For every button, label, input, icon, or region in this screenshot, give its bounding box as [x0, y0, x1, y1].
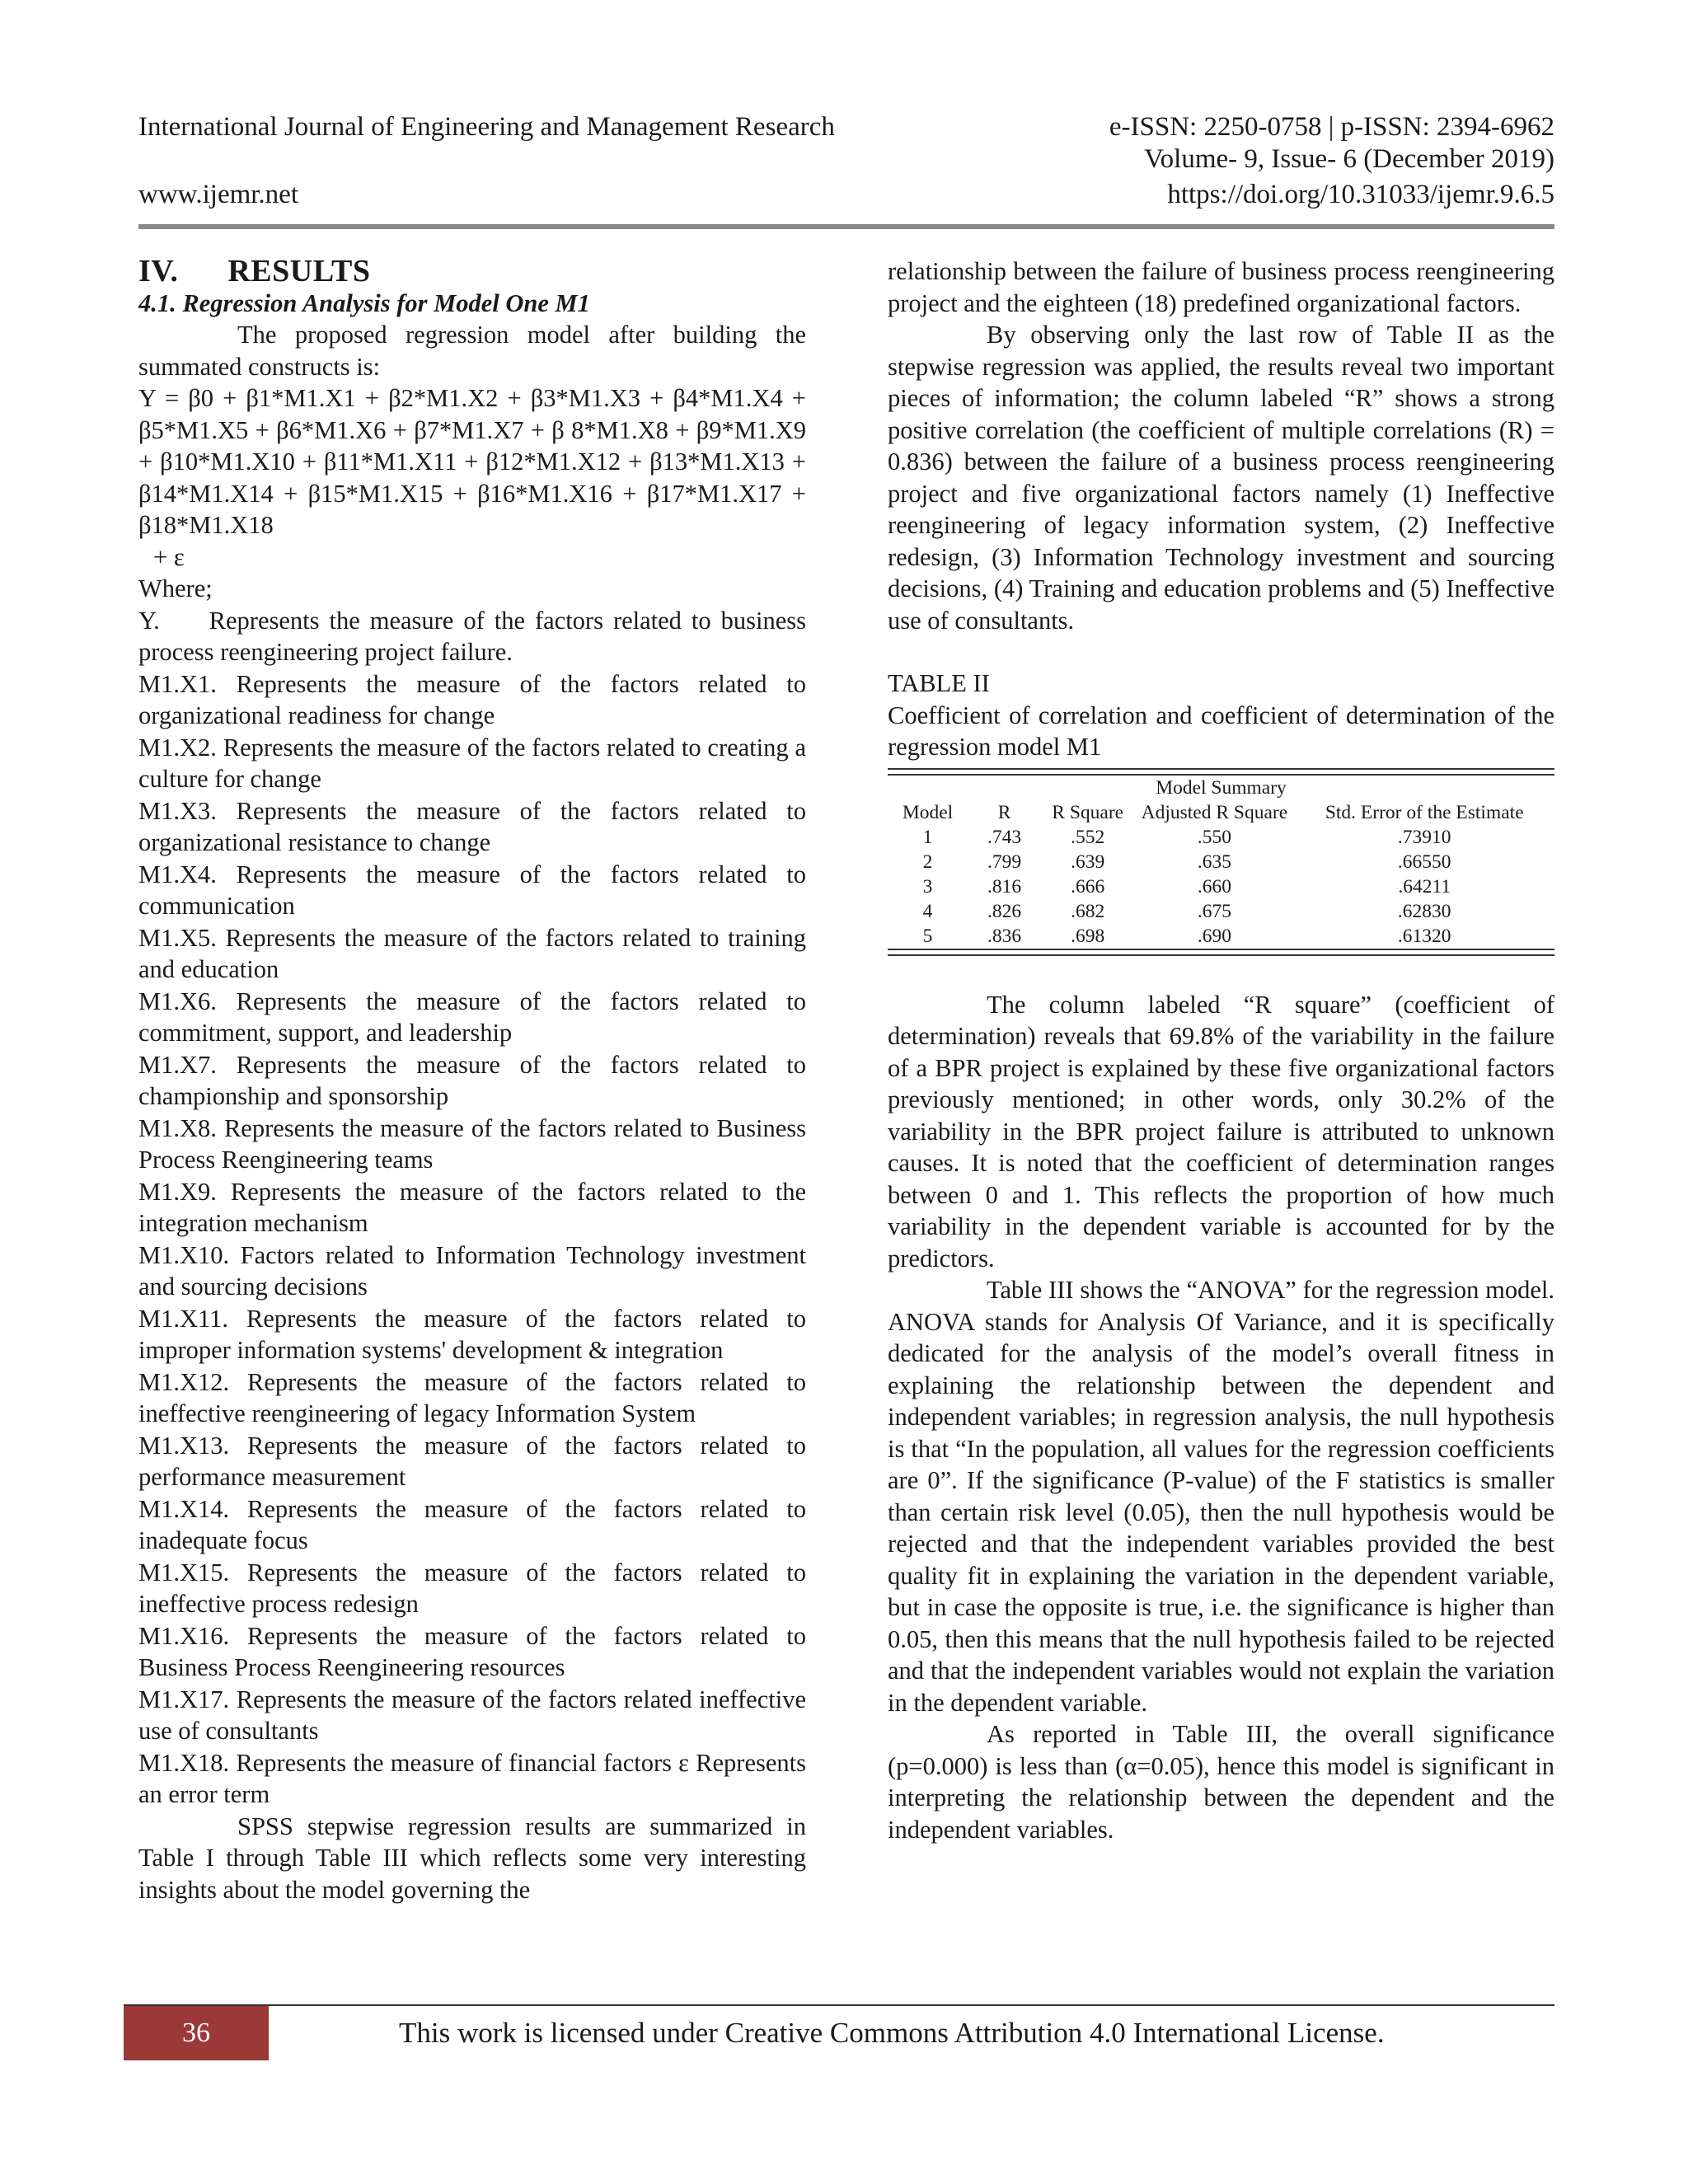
- left-column: [138, 254, 813, 1905]
- table-cell: .698: [1071, 925, 1105, 947]
- variable-definition: M1.X3. Represents the measure of the factors related to organizational resistance to change: [138, 796, 806, 856]
- paragraph-r-square: The column labeled “R square” (coefficient of determination) reveals that 69.8% of the variability in the failure of a BPR project is explained by these five organizational factors previously mentioned; in other words, only 30.2% of the variability in the BPR project failure is attributed to unknown causes. It is noted that the coefficient of determination ranges between 0 and 1. This reflects the proportion of how much variability in the dependent variable is accounted for by the predictors.: [888, 990, 1554, 1272]
- table-cell: .836: [987, 925, 1022, 947]
- table-cell: .826: [987, 900, 1022, 922]
- variable-definition: Y. Represents the measure of the factors related to business process reengineering project failure.: [138, 606, 813, 666]
- header-std-error: Std. Error of the Estimate: [1325, 801, 1524, 823]
- subsection-title: 4.1. Regression Analysis for Model One M1: [138, 288, 590, 317]
- journal-name: International Journal of Engineering and Management Research: [138, 112, 835, 142]
- table-row: [888, 825, 1554, 850]
- table-cell: .552: [1071, 826, 1105, 848]
- variable-definition: M1.X16. Represents the measure of the factors related to Business Process Reengineering resources: [138, 1621, 806, 1681]
- table-cell: 4: [922, 900, 933, 922]
- table-cell: .635: [1197, 851, 1231, 873]
- table-row: [888, 899, 1554, 924]
- table-cell: 1: [922, 826, 933, 848]
- table-cell: .799: [987, 851, 1022, 873]
- table-body: [888, 800, 1554, 949]
- table-cell: 3: [922, 875, 933, 898]
- table-bottom-rule: [888, 949, 1554, 956]
- variable-definition: M1.X9. Represents the measure of the factors related to the integration mechanism: [138, 1177, 806, 1237]
- intro-paragraph: The proposed regression model after building the summated constructs is:: [138, 321, 806, 381]
- section-title: IV. RESULTS: [138, 254, 371, 288]
- paragraph-anova: Table III shows the “ANOVA” for the regression model. ANOVA stands for Analysis Of Variance, and it is specifically dedicated for the analysis of the model’s overall fitness in explaining the relationship between the dependent and independent variables; in regression analysis, the null hypothesis is that “In the population, all values for the regression coefficients are 0”. If the significance (P-value) of the F statistics is smaller than certain risk level (0.05), then the null hypothesis would be rejected and that the independent variables provided the best quality fit in explaining the variation in the dependent variable, but in case the opposite is true, i.e. the significance is higher than 0.05, then this means that the null hypothesis failed to be rejected and that the independent variables would not explain the variation in the dependent variable.: [888, 1276, 1554, 1717]
- variable-definition: M1.X6. Represents the measure of the factors related to commitment, support, and leadership: [138, 987, 806, 1047]
- variable-definition: M1.X7. Represents the measure of the factors related to championship and sponsorship: [138, 1050, 806, 1110]
- regression-equation: Y = β0 + β1*M1.X1 + β2*M1.X2 + β3*M1.X3 + β4*M1.X4 + β5*M1.X5 + β6*M1.X6 + β7*M1.X7 + β 8*M1.X8 + β9*M1.X9 + β10*M1.X10 + β11*M1.X11 + β12*M1.X12 + β13*M1.X13 + β14*M1.X14 + β15*M1.X15 + β16*M1.X16 + β17*M1.X17 + β18*M1.X18: [138, 384, 806, 539]
- variable-definition: M1.X17. Represents the measure of the factors related ineffective use of consultants: [138, 1685, 806, 1745]
- variable-definition: M1.X2. Represents the measure of the factors related to creating a culture for change: [138, 733, 806, 793]
- license-text: This work is licensed under Creative Commons Attribution 4.0 International License.: [399, 2017, 1385, 2049]
- header-model: Model: [902, 801, 954, 823]
- table-cell: .816: [987, 875, 1022, 898]
- table-row: [888, 874, 1554, 899]
- header-adjusted-r-square: Adjusted R Square: [1141, 801, 1288, 823]
- table-cell: .62830: [1397, 900, 1451, 922]
- variable-definition: M1.X11. Represents the measure of the factors related to improper information systems' development & integration: [138, 1304, 806, 1364]
- variable-definition: M1.X1. Represents the measure of the factors related to organizational readiness for change: [138, 669, 806, 729]
- variable-definitions: [138, 605, 813, 1811]
- table-title: Model Summary: [1156, 776, 1287, 799]
- table-cell: .639: [1071, 851, 1105, 873]
- variable-definition: M1.X10. Factors related to Information Technology investment and sourcing decisions: [138, 1240, 806, 1301]
- table-cell: .61320: [1397, 925, 1451, 947]
- paragraph-table-ii-interpretation: By observing only the last row of Table II as the stepwise regression was applied, the results reveal two important pieces of information; the column labeled “R” shows a strong positive correlation (the coefficient of multiple correlations (R) = 0.836) between the failure of a business process reengineering project and five organizational factors namely (1) Ineffective reengineering of legacy information system, (2) Ineffective redesign, (3) Information Technology investment and sourcing decisions, (4) Training and education problems and (5) Ineffective use of consultants.: [888, 321, 1554, 635]
- table-top-rule: [888, 768, 1554, 776]
- volume-issue: Volume- 9, Issue- 6 (December 2019): [1144, 144, 1554, 174]
- error-term: + ε: [153, 542, 185, 571]
- table-rows: [888, 825, 1554, 949]
- right-column: [888, 255, 1554, 1845]
- table-cell: .66550: [1397, 851, 1451, 873]
- variable-definition: M1.X18. Represents the measure of financial factors ε Represents an error term: [138, 1748, 806, 1808]
- header-r: R: [997, 801, 1011, 823]
- table-cell: .675: [1197, 900, 1231, 922]
- table-row: [888, 924, 1554, 949]
- header-r-square: R Square: [1052, 801, 1124, 823]
- paragraph-continued: relationship between the failure of business process reengineering project and the eighteen (18) predefined organizational factors.: [888, 257, 1554, 317]
- table-cell: 2: [922, 851, 933, 873]
- footer-divider: [124, 2004, 1554, 2006]
- page-number: 36: [124, 2006, 269, 2060]
- model-summary-table: [888, 768, 1554, 956]
- table-cell: .743: [987, 826, 1022, 848]
- doi-link[interactable]: https://doi.org/10.31033/ijemr.9.6.5: [1167, 180, 1554, 209]
- variable-definition: M1.X4. Represents the measure of the factors related to communication: [138, 860, 806, 920]
- table-cell: .666: [1071, 875, 1105, 898]
- table-header-row: [888, 800, 1554, 825]
- where-label: Where;: [138, 574, 213, 602]
- table-cell: .690: [1197, 925, 1231, 947]
- variable-definition: M1.X15. Represents the measure of the factors related to ineffective process redesign: [138, 1558, 806, 1618]
- table-cell: 5: [922, 925, 933, 947]
- variable-definition: M1.X14. Represents the measure of the factors related to inadequate focus: [138, 1494, 806, 1554]
- variable-definition: M1.X5. Represents the measure of the factors related to training and education: [138, 923, 806, 983]
- variable-definition: M1.X13. Represents the measure of the factors related to performance measurement: [138, 1431, 806, 1491]
- table-cell: .660: [1197, 875, 1231, 898]
- header-divider: [138, 224, 1554, 229]
- website-link[interactable]: www.ijemr.net: [138, 180, 298, 209]
- table-caption: Coefficient of correlation and coefficient of determination of the regression model M1: [888, 701, 1554, 761]
- table-row: [888, 850, 1554, 874]
- table-label: TABLE II: [888, 669, 990, 697]
- paragraph-significance: As reported in Table III, the overall significance (p=0.000) is less than (α=0.05), hence this model is significant in interpreting the relationship between the dependent and the independent variables.: [888, 1720, 1554, 1844]
- variable-definition: M1.X12. Represents the measure of the factors related to ineffective reengineering of legacy Information System: [138, 1367, 806, 1427]
- variable-definition: M1.X8. Represents the measure of the factors related to Business Process Reengineering teams: [138, 1113, 806, 1174]
- table-cell: .550: [1197, 826, 1231, 848]
- closing-paragraph: SPSS stepwise regression results are summarized in Table I through Table III which reflects some very interesting insights about the model governing the: [138, 1811, 806, 1904]
- table-cell: .64211: [1398, 875, 1451, 898]
- issn: e-ISSN: 2250-0758 | p-ISSN: 2394-6962: [1109, 112, 1554, 142]
- table-cell: .682: [1071, 900, 1105, 922]
- table-cell: .73910: [1397, 826, 1451, 848]
